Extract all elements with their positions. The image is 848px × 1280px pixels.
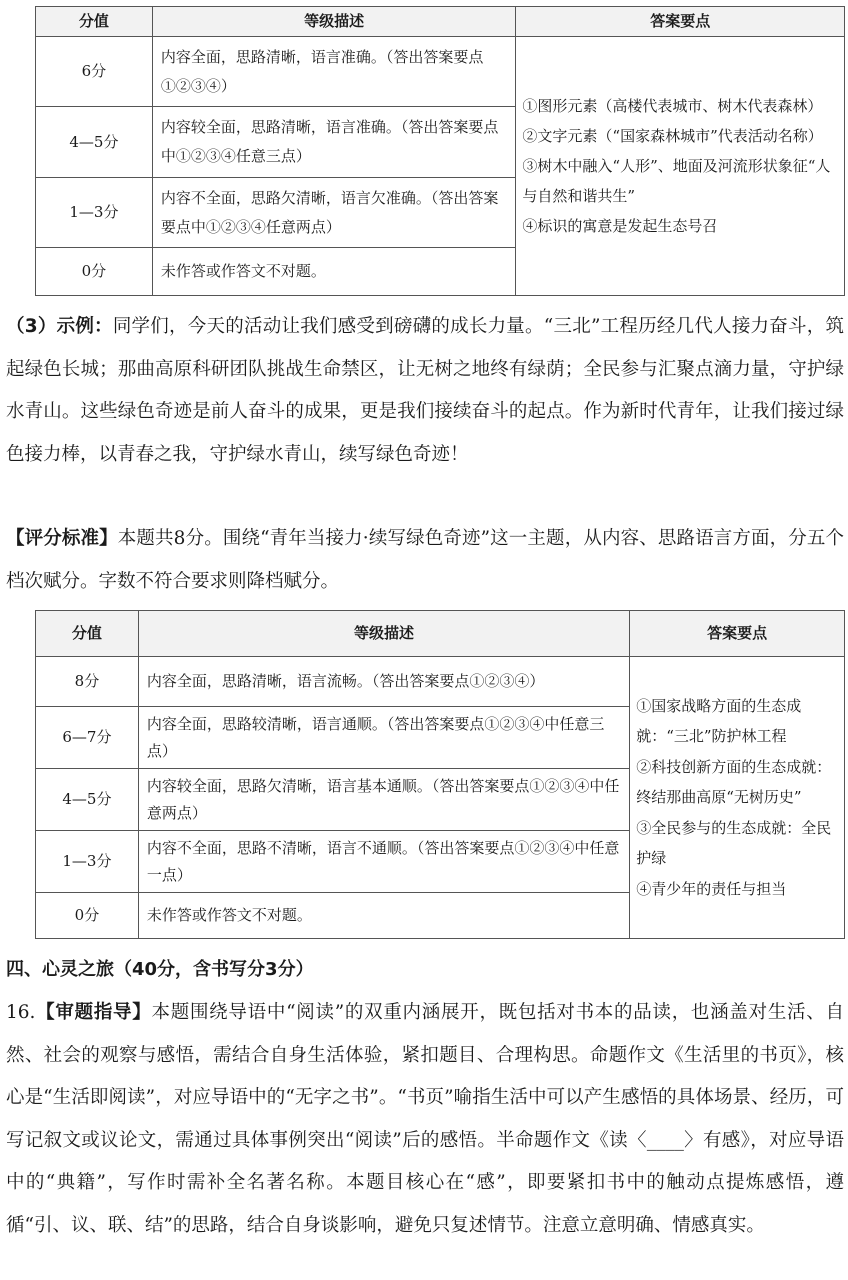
rubric-table-1 [35,6,845,296]
key-point: ④青少年的责任与担当 [636,879,787,898]
section-heading: 四、心灵之旅（40分，含书写分3分） [6,959,314,980]
key-points-cell [516,37,845,296]
description-cell: 内容全面，思路清晰，语言准确。（答出答案要点①②③④） [152,37,516,107]
key-points-cell [630,657,845,939]
description-cell: 未作答或作答文不对题。 [138,893,629,939]
question-number: 16. [6,1002,36,1023]
key-point: ④标识的寓意是发起生态号召 [522,217,718,235]
key-point: ①图形元素（高楼代表城市、树木代表森林） [522,97,823,115]
score-cell: 0分 [36,893,139,939]
key-point: ②科技创新方面的生态成就：终结那曲高原“无树历史” [636,757,832,807]
score-cell: 0分 [36,248,153,296]
example-text: 同学们，今天的活动让我们感受到磅礴的成长力量。“三北”工程历经几代人接力奋斗，筑起绿色长城；那曲高原科研团队挑战生命禁区，让无树之地终有绿荫；全民参与汇聚点滴力量，守护绿水青山。这些绿色奇迹是前人奋斗的成果，更是我们接续奋斗的起点。作为新时代青年，让我们接过绿色接力棒，以青春之我，守护绿水青山，续写绿色奇迹！ [6,316,845,465]
table-row [36,37,845,107]
guidance-label: 【审题指导】 [35,1002,152,1023]
description-cell: 未作答或作答文不对题。 [152,248,516,296]
description-cell: 内容全面，思路清晰，语言流畅。（答出答案要点①②③④） [138,657,629,707]
description-cell: 内容较全面，思路欠清晰，语言基本通顺。（答出答案要点①②③④中任意两点） [138,769,629,831]
header-score: 分值 [36,7,153,37]
header-description: 等级描述 [152,7,516,37]
key-point: ③树木中融入“人形”、地面及河流形状象征“人与自然和谐共生” [522,157,831,205]
table-header-row [36,7,845,37]
header-key-points: 答案要点 [516,7,845,37]
score-cell: 6—7分 [36,707,139,769]
description-cell: 内容全面，思路较清晰，语言通顺。（答出答案要点①②③④中任意三点） [138,707,629,769]
key-point: ②文字元素（“国家森林城市”代表活动名称） [522,127,823,145]
criteria-paragraph [6,518,844,603]
table-row [36,657,845,707]
header-score: 分值 [36,611,139,657]
table-header-row [36,611,845,657]
key-point: ③全民参与的生态成就：全民护绿 [636,818,832,868]
description-cell: 内容较全面，思路清晰，语言准确。（答出答案要点中①②③④任意三点） [152,107,516,178]
example-paragraph [6,306,844,476]
question-16-paragraph [6,992,844,1247]
criteria-label: 【评分标准】 [6,528,118,549]
description-cell: 内容不全面，思路不清晰，语言不通顺。（答出答案要点①②③④中任意一点） [138,831,629,893]
description-cell: 内容不全面，思路欠清晰，语言欠准确。（答出答案要点中①②③④任意两点） [152,178,516,248]
header-key-points: 答案要点 [630,611,845,657]
key-point: ①国家战略方面的生态成就：“三北”防护林工程 [636,696,802,746]
criteria-text: 本题共8分。围绕“青年当接力·续写绿色奇迹”这一主题，从内容、思路语言方面，分五个档次赋分。字数不符合要求则降档赋分。 [6,528,844,592]
score-cell: 1—3分 [36,178,153,248]
score-cell: 1—3分 [36,831,139,893]
rubric-table-2 [35,610,845,939]
guidance-text: 本题围绕导语中“阅读”的双重内涵展开，既包括对书本的品读，也涵盖对生活、自然、社会的观察与感悟，需结合自身生活体验，紧扣题目、合理构思。命题作文《生活里的书页》，核心是“生活即阅读”，对应导语中的“无字之书”。“书页”喻指生活中可以产生感悟的具体场景、经历，可写记叙文或议论文，需通过具体事例突出“阅读”后的感悟。半命题作文《读〈____〉有感》，对应导语中的“典籍”，写作时需补全名著名称。本题目核心在“感”，即要紧扣书中的触动点提炼感悟，遵循“引、议、联、结”的思路，结合自身谈影响，避免只复述情节。注意立意明确、情感真实。 [6,1002,844,1236]
header-description: 等级描述 [138,611,629,657]
example-label: （3）示例： [6,316,113,337]
score-cell: 8分 [36,657,139,707]
score-cell: 4—5分 [36,107,153,178]
score-cell: 4—5分 [36,769,139,831]
score-cell: 6分 [36,37,153,107]
